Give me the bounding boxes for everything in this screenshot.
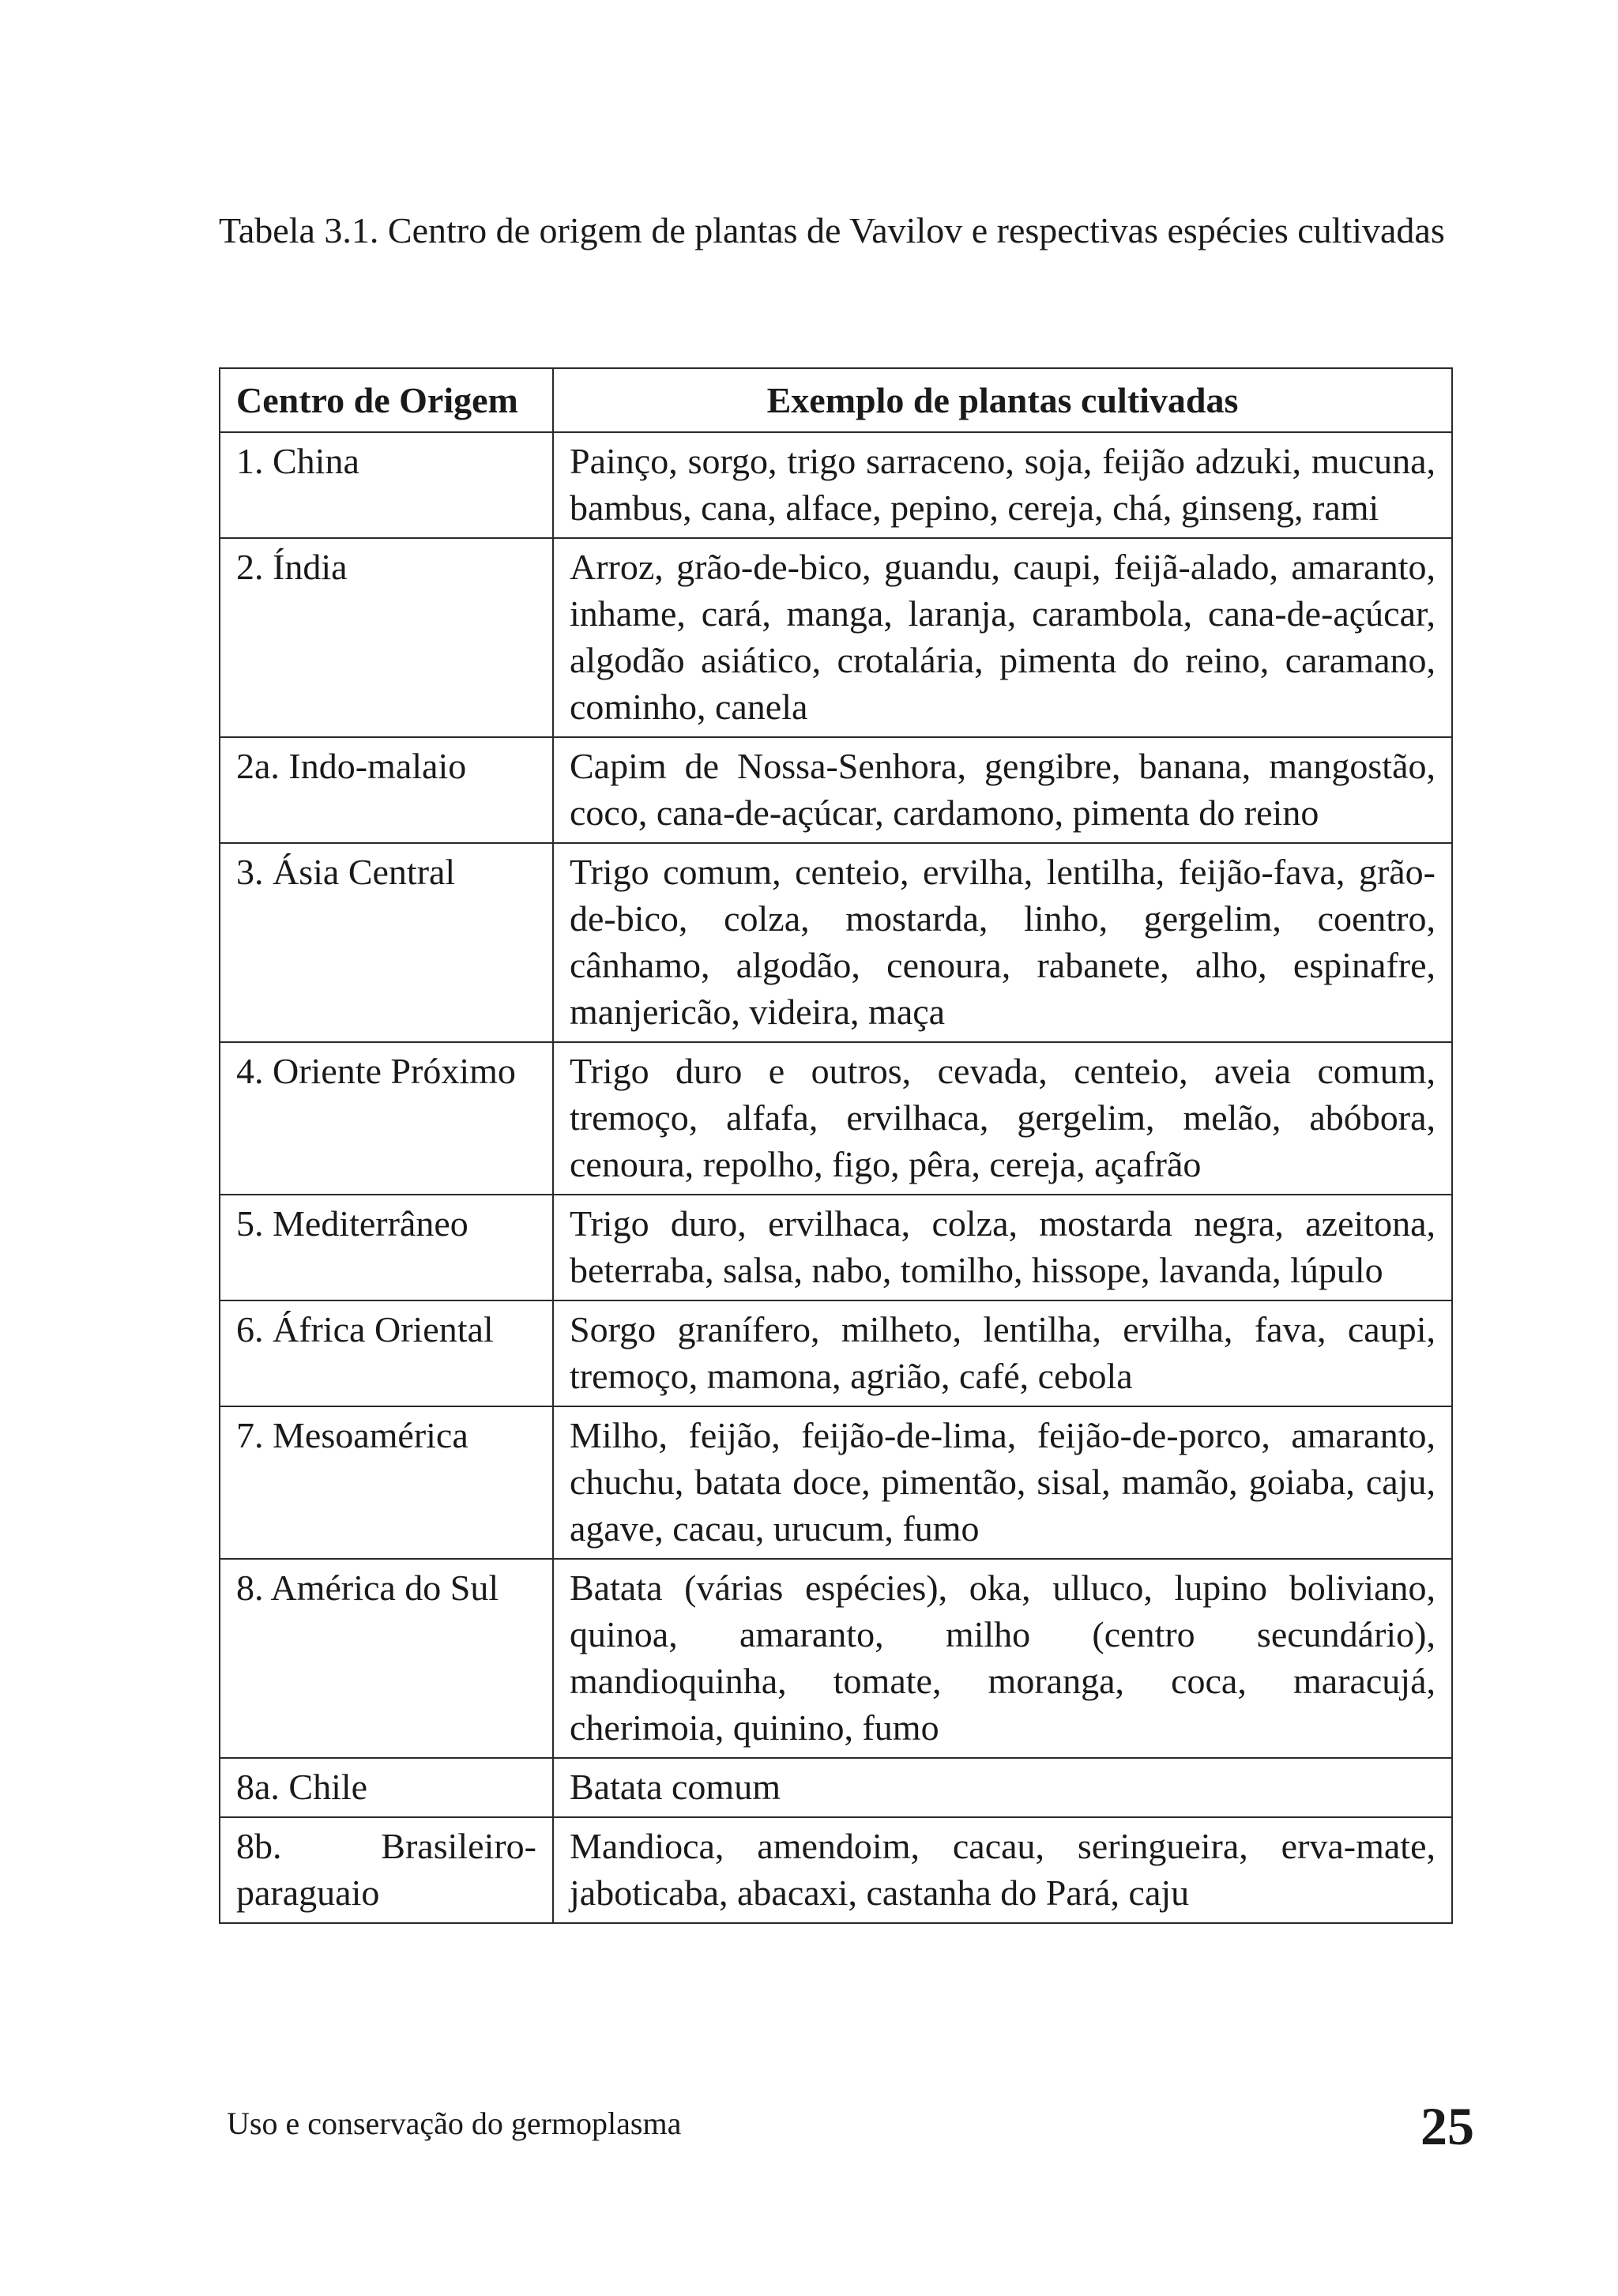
region-cell: 1. China (220, 432, 553, 538)
region-cell: 7. Mesoamérica (220, 1406, 553, 1559)
table-row (220, 1817, 1452, 1923)
region-cell: 8. América do Sul (220, 1559, 553, 1758)
species-cell: Mandioca, amendoim, cacau, seringueira, erva-mate, jaboticaba, abacaxi, castanha do Pará, caju (553, 1817, 1452, 1923)
species-cell: Milho, feijão, feijão-de-lima, feijão-de-porco, amaranto, chuchu, batata doce, pimentão, sisal, mamão, goiaba, caju, agave, cacau, urucum, fumo (553, 1406, 1452, 1559)
region-cell: 5. Mediterrâneo (220, 1195, 553, 1300)
table-row (220, 432, 1452, 538)
region-cell: 3. Ásia Central (220, 843, 553, 1042)
table-row (220, 1559, 1452, 1758)
species-cell: Batata comum (553, 1758, 1452, 1817)
species-cell: Painço, sorgo, trigo sarraceno, soja, feijão adzuki, mucuna, bambus, cana, alface, pepino, cereja, chá, ginseng, rami (553, 432, 1452, 538)
table-row (220, 737, 1452, 843)
region-cell: 6. África Oriental (220, 1300, 553, 1406)
table-row (220, 1406, 1452, 1559)
table-row (220, 1300, 1452, 1406)
species-cell: Arroz, grão-de-bico, guandu, caupi, feijã-alado, amaranto, inhame, cará, manga, laranja, carambola, cana-de-açúcar, algodão asiático, crotalária, pimenta do reino, caramano, cominho, canela (553, 538, 1452, 737)
running-footer-book-title: Uso e conservação do germoplasma (227, 2106, 682, 2141)
region-cell: 8a. Chile (220, 1758, 553, 1817)
region-cell: 4. Oriente Próximo (220, 1042, 553, 1195)
species-cell: Batata (várias espécies), oka, ulluco, lupino boliviano, quinoa, amaranto, milho (centro secundário), mandioquinha, tomate, moranga, coca, maracujá, cherimoia, quinino, fumo (553, 1559, 1452, 1758)
species-cell: Trigo duro, ervilhaca, colza, mostarda negra, azeitona, beterraba, salsa, nabo, tomilho, hissope, lavanda, lúpulo (553, 1195, 1452, 1300)
table-row (220, 843, 1452, 1042)
region-cell: 8b. Brasileiro-paraguaio (220, 1817, 553, 1923)
column-header-region: Centro de Origem (220, 368, 553, 432)
table-row (220, 1195, 1452, 1300)
species-cell: Sorgo granífero, milheto, lentilha, ervilha, fava, caupi, tremoço, mamona, agrião, café, cebola (553, 1300, 1452, 1406)
species-cell: Capim de Nossa-Senhora, gengibre, banana, mangostão, coco, cana-de-açúcar, cardamono, pimenta do reino (553, 737, 1452, 843)
table-row (220, 538, 1452, 737)
table-row (220, 1042, 1452, 1195)
species-cell: Trigo duro e outros, cevada, centeio, aveia comum, tremoço, alfafa, ervilhaca, gergelim, melão, abóbora, cenoura, repolho, figo, pêra, cereja, açafrão (553, 1042, 1452, 1195)
origin-centers-table (219, 367, 1453, 1924)
table-caption: Tabela 3.1. Centro de origem de plantas de Vavilov e respectivas espécies cultivadas (219, 210, 1445, 250)
region-cell: 2. Índia (220, 538, 553, 737)
origin-centers-table-container (219, 367, 1451, 1924)
page-number: 25 (1420, 2096, 1474, 2156)
species-cell: Trigo comum, centeio, ervilha, lentilha, feijão-fava, grão-de-bico, colza, mostarda, linho, gergelim, coentro, cânhamo, algodão, cenoura, rabanete, alho, espinafre, manjericão, videira, maça (553, 843, 1452, 1042)
table-header-row (220, 368, 1452, 432)
region-cell: 2a. Indo-malaio (220, 737, 553, 843)
table-row (220, 1758, 1452, 1817)
column-header-species: Exemplo de plantas cultivadas (553, 368, 1452, 432)
